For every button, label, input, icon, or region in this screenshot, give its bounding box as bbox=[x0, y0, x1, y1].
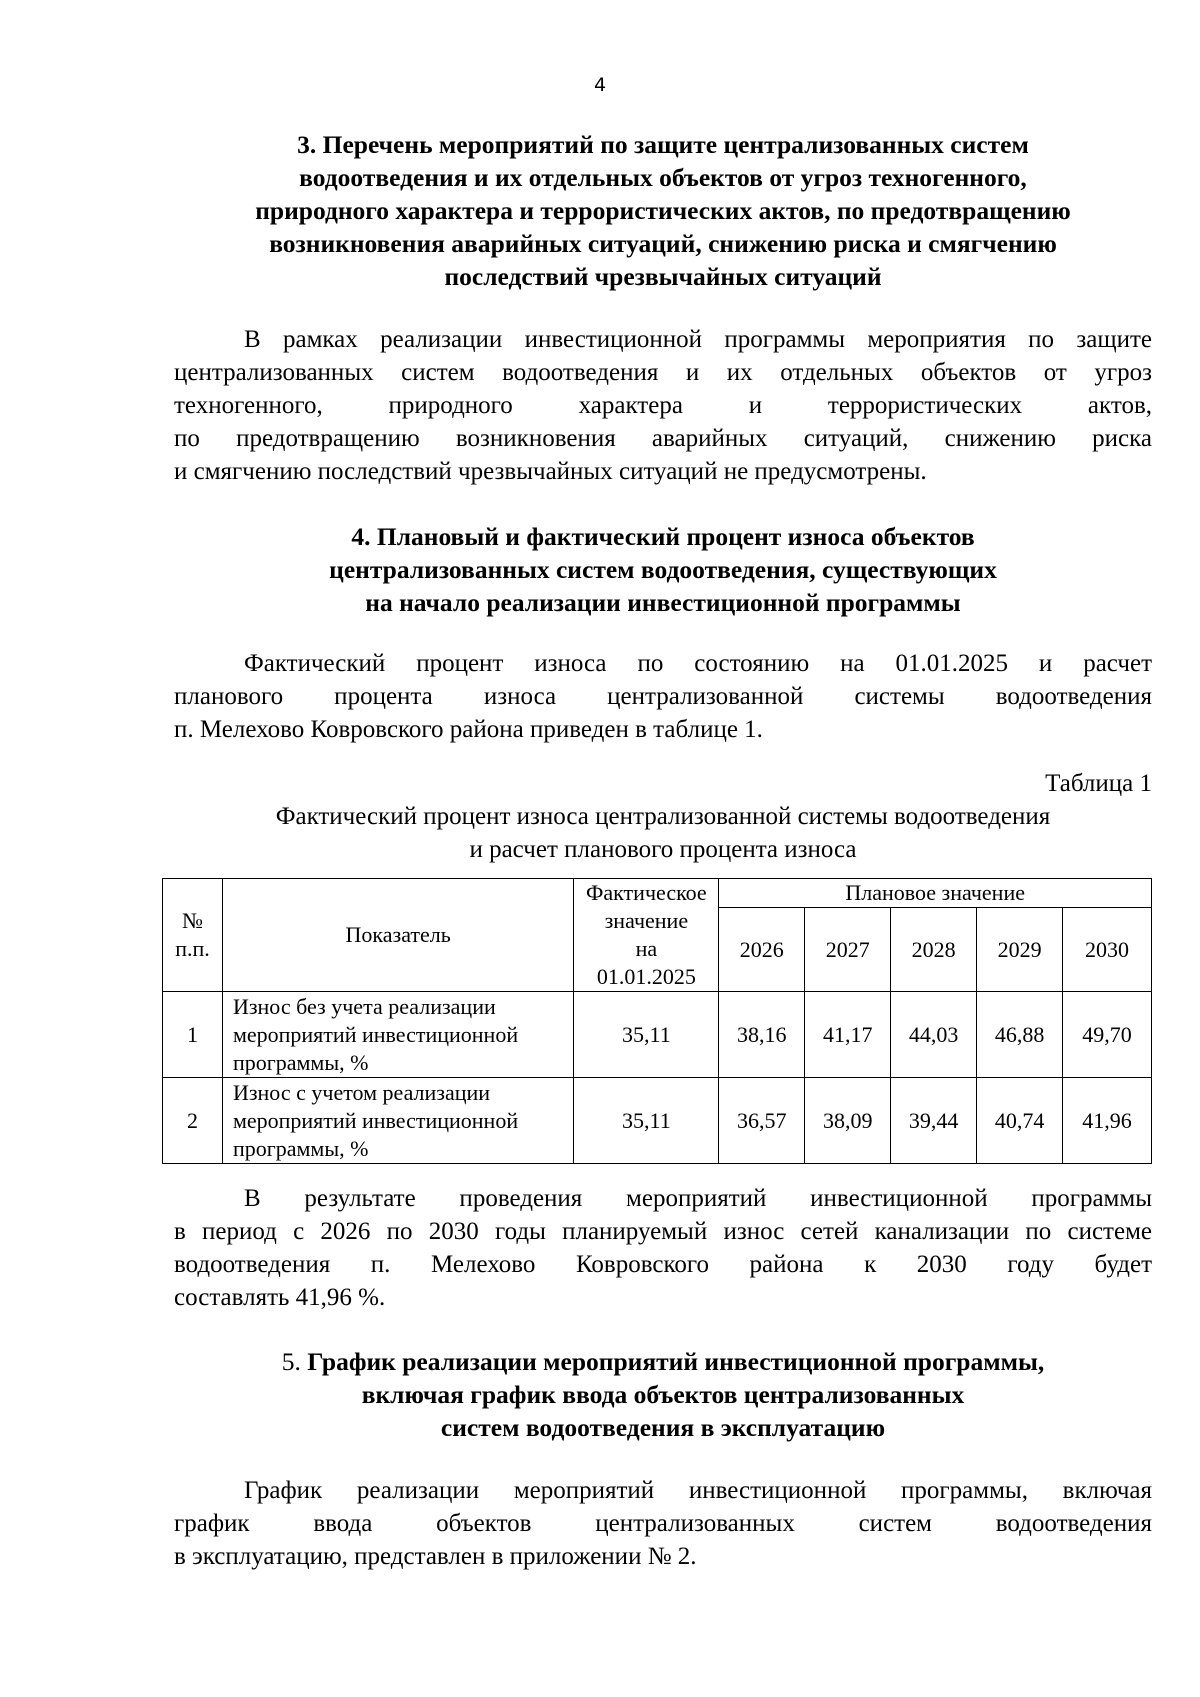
caption-line: и расчет планового процента износа bbox=[469, 836, 857, 863]
header-indicator: Показатель bbox=[222, 879, 573, 992]
paragraph-line: График реализации мероприятий инвестиционной программы, включая bbox=[244, 1477, 1152, 1504]
header-year: 2028 bbox=[891, 908, 977, 992]
heading-line: возникновения аварийных ситуаций, снижению риска и смягчению bbox=[269, 229, 1057, 258]
heading-line: природного характера и террористических актов, по предотвращению bbox=[255, 196, 1071, 225]
indicator-line: Износ без учета реализации bbox=[232, 993, 496, 1019]
heading-line: водоотведения и их отдельных объектов от угроз техногенного, bbox=[299, 163, 1027, 192]
paragraph-line: Фактический процент износа по состоянию на 01.01.2025 и расчет bbox=[244, 650, 1152, 677]
table-caption bbox=[174, 800, 1152, 866]
indicator-line: программы, % bbox=[232, 1049, 369, 1075]
indicator-line: мероприятий инвестиционной bbox=[232, 1107, 519, 1133]
row-planned-value: 36,57 bbox=[719, 1078, 805, 1164]
table-label: Таблица 1 bbox=[1045, 770, 1152, 797]
paragraph-line: и смягчению последствий чрезвычайных ситуаций не предусмотрены. bbox=[174, 458, 927, 485]
section-4-heading bbox=[174, 520, 1152, 619]
paragraph-line: водоотведения п. Мелехово Ковровского района к 2030 году будет bbox=[174, 1251, 1152, 1278]
heading-line: централизованных систем водоотведения, существующих bbox=[329, 555, 997, 584]
header-year: 2026 bbox=[719, 908, 805, 992]
row-indicator bbox=[222, 1078, 573, 1164]
page-number: 4 bbox=[593, 74, 607, 96]
section-5-body bbox=[174, 1474, 1152, 1573]
section-5-heading bbox=[174, 1345, 1152, 1444]
header-planned-value: Плановое значение bbox=[719, 879, 1152, 908]
paragraph-line: техногенного, природного характера и террористических актов, bbox=[174, 392, 1152, 419]
row-planned-value: 39,44 bbox=[891, 1078, 977, 1164]
row-planned-value: 38,09 bbox=[805, 1078, 891, 1164]
header-actual-line: Фактическое bbox=[586, 880, 707, 905]
paragraph-line: составлять 41,96 %. bbox=[174, 1284, 386, 1311]
row-planned-value: 41,17 bbox=[805, 992, 891, 1078]
header-year: 2030 bbox=[1063, 908, 1152, 992]
header-year: 2027 bbox=[805, 908, 891, 992]
header-number-line1: № bbox=[181, 908, 203, 933]
paragraph-line: В результате проведения мероприятий инвестиционной программы bbox=[244, 1185, 1152, 1212]
header-number bbox=[163, 879, 223, 992]
heading-line: 3. Перечень мероприятий по защите централизованных систем bbox=[297, 130, 1029, 159]
heading-text: График реализации мероприятий инвестиционной программы, bbox=[307, 1347, 1045, 1376]
row-planned-value: 44,03 bbox=[891, 992, 977, 1078]
heading-line: систем водоотведения в эксплуатацию bbox=[440, 1413, 886, 1442]
header-year: 2029 bbox=[977, 908, 1063, 992]
heading-line: на начало реализации инвестиционной программы bbox=[365, 588, 961, 617]
paragraph-line: п. Мелехово Ковровского района приведен в таблице 1. bbox=[174, 716, 763, 743]
header-actual-value bbox=[574, 879, 719, 992]
paragraph-line: планового процента износа централизованной системы водоотведения bbox=[174, 683, 1152, 710]
row-planned-value: 49,70 bbox=[1063, 992, 1152, 1078]
section-4 bbox=[174, 520, 1152, 619]
paragraph-line: централизованных систем водоотведения и их отдельных объектов от угроз bbox=[174, 359, 1152, 386]
heading-line: 4. Плановый и фактический процент износа объектов bbox=[351, 522, 975, 551]
paragraph-line: в эксплуатацию, представлен в приложении № 2. bbox=[174, 1543, 697, 1570]
heading-line: включая график ввода объектов централизованных bbox=[361, 1380, 965, 1409]
header-number-line2: п.п. bbox=[175, 936, 210, 961]
header-actual-line: на bbox=[635, 936, 658, 961]
table-row bbox=[163, 1078, 1152, 1164]
section-5 bbox=[174, 1345, 1152, 1444]
section-5-number: 5. bbox=[281, 1347, 301, 1376]
heading-line bbox=[174, 1345, 1152, 1378]
result-paragraph bbox=[174, 1182, 1152, 1314]
wear-percentage-table bbox=[162, 878, 1152, 1164]
section-3 bbox=[174, 128, 1152, 293]
paragraph-line: по предотвращению возникновения аварийных ситуаций, снижению риска bbox=[174, 425, 1152, 452]
table-row bbox=[163, 992, 1152, 1078]
indicator-line: Износ с учетом реализации bbox=[232, 1079, 491, 1105]
paragraph-line: в период с 2026 по 2030 годы планируемый износ сетей канализации по системе bbox=[174, 1218, 1152, 1245]
row-planned-value: 40,74 bbox=[977, 1078, 1063, 1164]
row-planned-value: 38,16 bbox=[719, 992, 805, 1078]
caption-line: Фактический процент износа централизованной системы водоотведения bbox=[275, 803, 1051, 830]
heading-line: последствий чрезвычайных ситуаций bbox=[444, 262, 882, 291]
section-3-body bbox=[174, 323, 1152, 488]
row-planned-value: 46,88 bbox=[977, 992, 1063, 1078]
table-header-row bbox=[163, 879, 1152, 908]
row-number: 1 bbox=[163, 992, 223, 1078]
row-indicator bbox=[222, 992, 573, 1078]
header-actual-line: 01.01.2025 bbox=[596, 964, 696, 989]
row-number: 2 bbox=[163, 1078, 223, 1164]
section-5-paragraph bbox=[174, 1474, 1152, 1573]
paragraph-line: график ввода объектов централизованных систем водоотведения bbox=[174, 1510, 1152, 1537]
section-3-paragraph bbox=[174, 323, 1152, 488]
section-4-body bbox=[174, 647, 1152, 746]
section-4-paragraph bbox=[174, 647, 1152, 746]
header-actual-line: значение bbox=[604, 908, 689, 933]
row-planned-value: 41,96 bbox=[1063, 1078, 1152, 1164]
table-1-caption-block bbox=[174, 767, 1152, 866]
section-3-heading bbox=[174, 128, 1152, 293]
paragraph-line: В рамках реализации инвестиционной программы мероприятия по защите bbox=[244, 326, 1152, 353]
indicator-line: программы, % bbox=[232, 1135, 369, 1161]
result-section bbox=[174, 1182, 1152, 1314]
indicator-line: мероприятий инвестиционной bbox=[232, 1021, 519, 1047]
row-actual-value: 35,11 bbox=[574, 1078, 719, 1164]
row-actual-value: 35,11 bbox=[574, 992, 719, 1078]
